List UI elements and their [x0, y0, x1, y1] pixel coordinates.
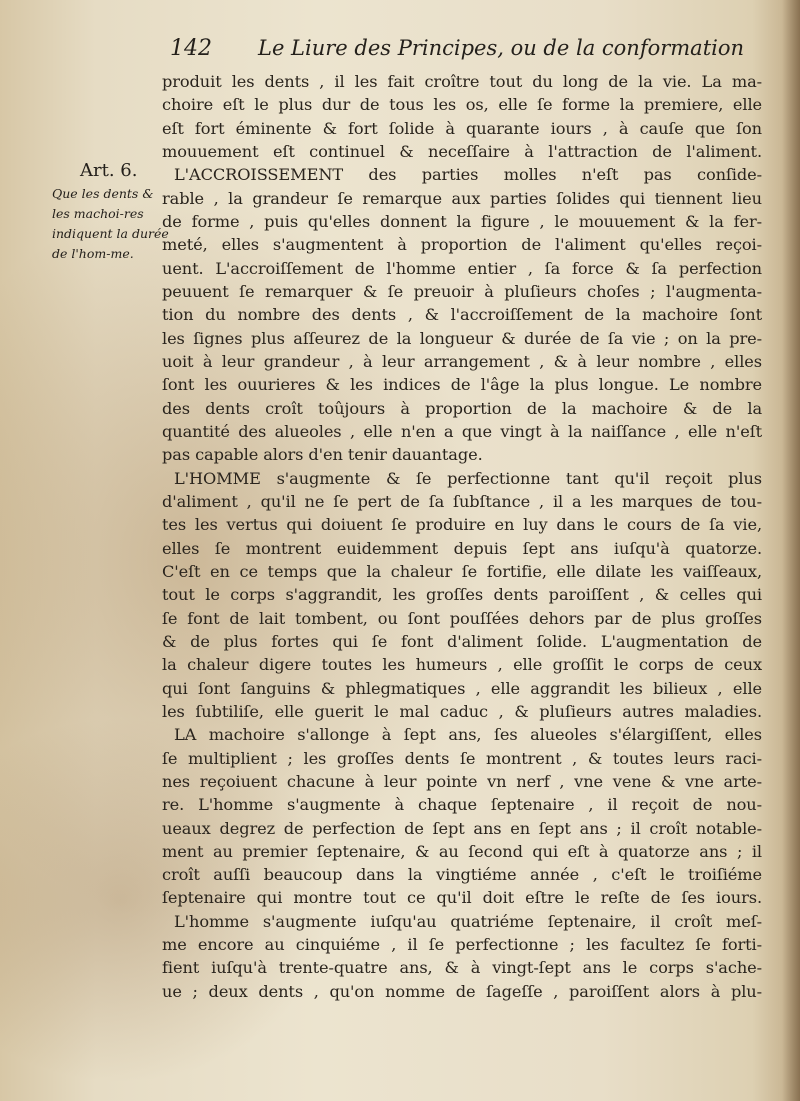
text-line: les ſignes plus aſſeurez de la longueur & durée de ſa vie ; on la pre- — [162, 328, 762, 348]
body-text — [162, 70, 762, 1003]
text-line: quantité des alueoles , elle n'en a que vingt à la naiſſance , elle n'eſt — [162, 421, 762, 441]
text-line: tes les vertus qui doiuent ſe produire en luy dans le cours de ſa vie, — [162, 515, 762, 535]
text-line: ment au premier ſeptenaire, & au ſecond qui eſt à quatorze ans ; il — [162, 841, 762, 861]
text-line: L'HOMME s'augmente & ſe perfectionne tant qu'il reçoit plus — [174, 468, 762, 488]
text-line: choire eſt le plus dur de tous les os, elle ſe forme la premiere, elle — [162, 95, 762, 115]
page-header — [170, 36, 760, 66]
text-line: fient iuſqu'à trente-quatre ans, & à vingt-ſept ans le corps s'ache- — [162, 958, 762, 978]
text-line: ſont les ouurieres & les indices de l'âge la plus longue. Le nombre — [162, 375, 762, 395]
text-line: L'ACCROISSEMENT des parties molles n'eſt pas conſide- — [174, 165, 762, 185]
text-line: nes reçoiuent chacune à leur pointe vn nerf , vne vene & vne arte- — [162, 771, 762, 791]
page-number: 142 — [170, 36, 212, 61]
text-line: la chaleur digere toutes les humeurs , elle groſſit le corps de ceux — [162, 655, 762, 675]
text-line: des dents croît toûjours à proportion de la machoire & de la — [162, 398, 762, 418]
text-line: & de plus fortes qui ſe font d'aliment ſolide. L'augmentation de — [162, 631, 762, 651]
text-line: qui ſont ſanguins & phlegmatiques , elle aggrandit les bilieux , elle — [162, 678, 762, 698]
text-line: elles ſe montrent euidemment depuis ſept ans iuſqu'à quatorze. — [162, 538, 762, 558]
margin-note-text: Que les dents & les machoi-res indiquent la durée de l'hom-me. — [52, 186, 169, 261]
text-line: mouuement eſt continuel & neceſſaire à l'attraction de l'aliment. — [162, 141, 762, 161]
text-line: uent. L'accroiſſement de l'homme entier , ſa force & ſa perfection — [162, 258, 762, 278]
text-line: rable , la grandeur ſe remarque aux parties ſolides qui tiennent lieu — [162, 188, 762, 208]
text-line: croît auſſi beaucoup dans la vingtiéme année , c'eſt le troiſiéme — [162, 865, 762, 885]
text-line: ue ; deux dents , qu'on nomme de ſageſſe , paroiſſent alors à plu- — [162, 981, 762, 1001]
text-line: tout le corps s'aggrandit, les groſſes dents paroiſſent , & celles qui — [162, 585, 762, 605]
text-line: les ſubtiliſe, elle guerit le mal caduc , & pluſieurs autres maladies. — [162, 701, 762, 721]
text-line: produit les dents , il les fait croître tout du long de la vie. La ma- — [162, 72, 762, 91]
text-line: meté, elles s'augmentent à proportion de l'aliment qu'elles reçoi- — [162, 235, 762, 255]
text-line: d'aliment , qu'il ne ſe pert de ſa ſubſtance , il a les marques de tou- — [162, 491, 762, 511]
text-line: L'homme s'augmente iuſqu'au quatriéme ſeptenaire, il croît meſ- — [174, 911, 762, 931]
text-line: de forme , puis qu'elles donnent la figure , le mouuement & la fer- — [162, 211, 762, 231]
text-line: ſeptenaire qui montre tout ce qu'il doit eſtre le reſte de ſes iours. — [162, 888, 762, 908]
text-line: re. L'homme s'augmente à chaque ſeptenaire , il reçoit de nou- — [162, 795, 762, 815]
text-line: pas capable alors d'en tenir dauantage. — [162, 445, 483, 465]
article-number: Art. 6. — [80, 160, 138, 181]
page-gutter-shadow — [782, 0, 800, 1101]
text-line: ſe multiplient ; les groſſes dents ſe montrent , & toutes leurs raci- — [162, 748, 762, 768]
margin-note — [52, 160, 170, 264]
text-line: uoit à leur grandeur , à leur arrangement , & à leur nombre , elles — [162, 351, 762, 371]
text-line: ſe font de lait tombent, ou ſont pouſſées dehors par de plus groſſes — [162, 608, 762, 628]
running-head: Le Liure des Principes, ou de la conformation — [258, 36, 745, 60]
text-line: eſt fort éminente & fort ſolide à quarante iours , à cauſe que ſon — [162, 118, 762, 138]
text-line: LA machoire s'allonge à ſept ans, ſes alueoles s'élargiſſent, elles — [174, 725, 762, 745]
text-line: tion du nombre des dents , & l'accroiſſement de la machoire ſont — [162, 305, 762, 325]
text-line: me encore au cinquiéme , il ſe perfectionne ; les facultez ſe forti- — [162, 935, 762, 955]
text-line: peuuent ſe remarquer & ſe preuoir à pluſieurs choſes ; l'augmenta- — [162, 281, 762, 301]
text-line: C'eſt en ce temps que la chaleur ſe fortifie, elle dilate les vaiſſeaux, — [162, 561, 762, 581]
text-line: ueaux degrez de perfection de ſept ans en ſept ans ; il croît notable- — [162, 818, 762, 838]
